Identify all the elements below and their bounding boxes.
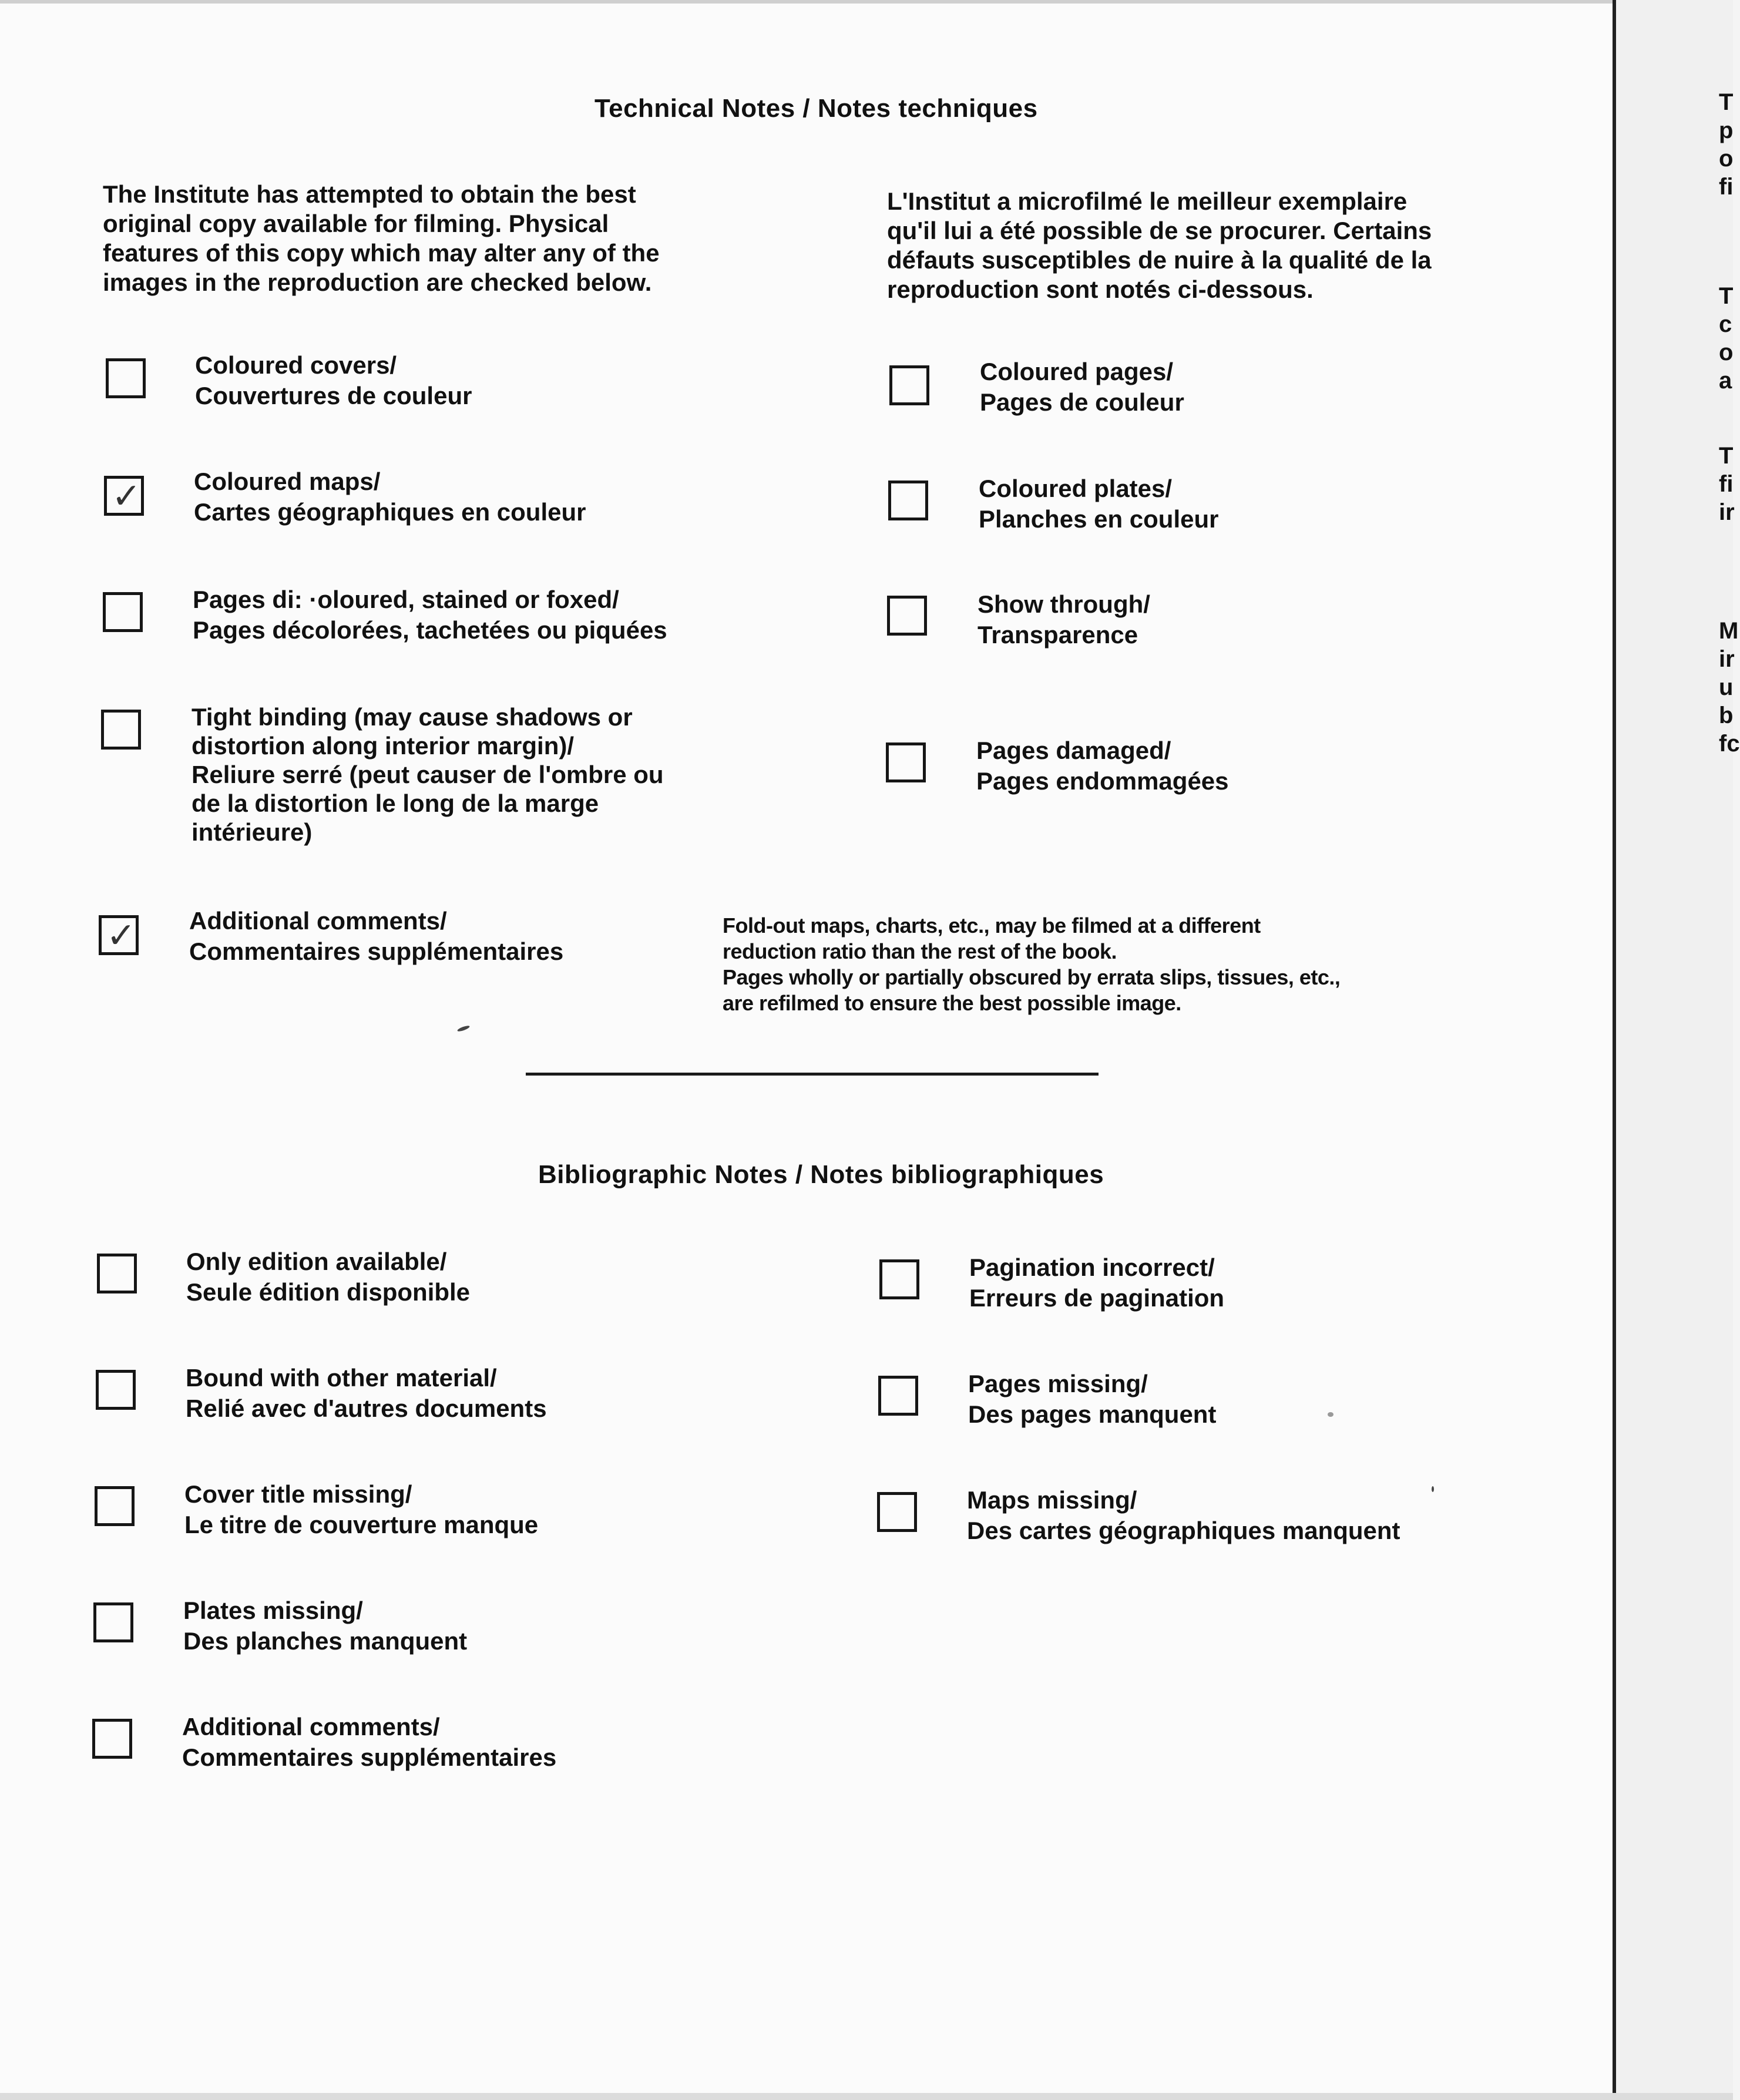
scan-speck [1328,1412,1333,1417]
intro-french-line: défauts susceptibles de nuire à la qualité de la [887,246,1432,274]
label-line: Relié avec d'autres documents [186,1395,547,1422]
adjacent-page-fragment: T [1719,283,1734,309]
label-line: Commentaires supplémentaires [189,938,564,965]
adjacent-page-fragment: o [1719,146,1734,172]
pages-damaged-label [976,735,1229,797]
label-line: Pages missing/ [968,1370,1148,1397]
pagination-incorrect-label [969,1252,1224,1313]
comment-line: reduction ratio than the rest of the book. [723,939,1117,963]
coloured-maps-label [194,466,586,527]
comment-line: Pages wholly or partially obscured by errata slips, tissues, etc., [723,965,1341,989]
label-line: de la distortion le long de la marge [192,789,599,817]
bound-with-label [186,1363,547,1424]
intro-english-line: features of this copy which may alter any of the [103,239,660,267]
adjacent-page [1616,0,1733,2100]
intro-french [887,187,1432,304]
label-line: Coloured pages/ [980,358,1174,385]
bibliographic-additional-comments-label [182,1712,556,1773]
only-edition-label [186,1246,470,1308]
intro-english [103,180,660,297]
pages-discoloured-checkbox[interactable] [103,592,143,632]
label-line: Des pages manquent [968,1400,1217,1428]
label-line: Pages décolorées, tachetées ou piquées [193,616,667,644]
only-edition-checkbox[interactable] [97,1254,137,1293]
comment-line: are refilmed to ensure the best possible image. [723,991,1181,1015]
coloured-maps-checkbox[interactable] [104,476,144,516]
adjacent-page-fragment: u [1719,674,1734,700]
label-line: Commentaires supplémentaires [182,1743,557,1771]
coloured-plates-checkbox[interactable] [888,481,928,520]
adjacent-page-fragment: p [1719,117,1734,143]
adjacent-page-fragment: T [1719,89,1734,115]
coloured-covers-label [195,350,472,411]
plates-missing-checkbox[interactable] [93,1602,133,1642]
label-line: Reliure serré (peut causer de l'ombre ou [192,761,664,788]
additional-comments-text [723,913,1340,1016]
label-line: Pages di: ·oloured, stained or foxed/ [193,586,619,613]
label-line: Plates missing/ [183,1597,363,1624]
bibliographic-notes-title: Bibliographic Notes / Notes bibliographiques [538,1160,1104,1189]
adjacent-page-fragment: ir [1719,499,1735,525]
adjacent-page-fragment: fi [1719,174,1734,200]
intro-french-line: L'Institut a microfilmé le meilleur exemplaire [887,187,1408,215]
label-line: distortion along interior margin)/ [192,732,574,760]
show-through-checkbox[interactable] [887,596,927,636]
pages-missing-checkbox[interactable] [878,1376,918,1416]
adjacent-page-fragment: T [1719,443,1734,469]
label-line: Coloured maps/ [194,468,381,495]
coloured-plates-label [979,473,1218,535]
label-line: Additional comments/ [182,1713,440,1741]
label-line: Pages de couleur [980,388,1184,416]
adjacent-page-fragment: ir [1719,646,1735,672]
label-line: Only edition available/ [186,1248,447,1275]
label-line: Erreurs de pagination [969,1284,1225,1312]
additional-comments-label [189,906,563,967]
plates-missing-label [183,1595,467,1657]
scan-speck [1432,1486,1434,1492]
coloured-covers-checkbox[interactable] [106,358,146,398]
pagination-incorrect-checkbox[interactable] [879,1259,919,1299]
bottom-edge [0,2093,1733,2100]
label-line: Pages damaged/ [976,737,1171,764]
cover-title-missing-checkbox[interactable] [95,1486,135,1526]
label-line: Coloured plates/ [979,475,1173,502]
intro-french-line: qu'il lui a été possible de se procurer. Certains [887,217,1432,244]
adjacent-page-fragment: c [1719,311,1732,337]
additional-comments-checkbox[interactable] [99,915,139,955]
label-line: Tight binding (may cause shadows or [192,703,633,731]
label-line: Transparence [978,621,1138,649]
bound-with-checkbox[interactable] [96,1370,136,1410]
cover-title-missing-label [184,1479,538,1540]
label-line: Coloured covers/ [195,351,397,379]
checkmark-icon: ✓ [112,476,142,517]
label-line: Additional comments/ [189,907,447,935]
adjacent-page-fragment: a [1719,368,1732,394]
pages-missing-label [968,1369,1216,1430]
intro-english-line: images in the reproduction are checked below. [103,268,652,296]
label-line: Bound with other material/ [186,1364,497,1392]
label-line: intérieure) [192,818,313,846]
section-divider [526,1073,1099,1076]
label-line: Des planches manquent [183,1627,468,1655]
tight-binding-checkbox[interactable] [101,710,141,750]
adjacent-page-fragment: fc [1719,731,1740,757]
adjacent-page-fragment: fi [1719,471,1734,497]
intro-english-line: The Institute has attempted to obtain the best [103,180,636,208]
adjacent-page-fragment: M [1719,618,1739,644]
tight-binding-label [192,703,664,846]
pages-damaged-checkbox[interactable] [886,742,926,782]
label-line: Seule édition disponible [186,1278,471,1306]
label-line: Des cartes géographiques manquent [967,1517,1400,1544]
coloured-pages-label [980,357,1184,418]
bibliographic-additional-comments-checkbox[interactable] [92,1719,132,1759]
intro-french-line: reproduction sont notés ci-dessous. [887,275,1314,303]
label-line: Planches en couleur [979,505,1219,533]
checkmark-icon: ✓ [106,915,136,956]
label-line: Pagination incorrect/ [969,1254,1215,1281]
label-line: Cartes géographiques en couleur [194,498,586,526]
pages-discoloured-label [193,584,667,646]
intro-english-line: original copy available for filming. Physical [103,210,609,237]
coloured-pages-checkbox[interactable] [889,365,929,405]
maps-missing-checkbox[interactable] [877,1492,917,1532]
label-line: Couvertures de couleur [195,382,472,409]
label-line: Pages endommagées [976,767,1229,795]
label-line: Le titre de couverture manque [184,1511,539,1538]
adjacent-page-fragment: o [1719,340,1734,365]
adjacent-page-fragment: b [1719,703,1734,728]
show-through-label [978,589,1150,650]
comment-line: Fold-out maps, charts, etc., may be filmed at a different [723,913,1261,938]
top-edge [0,0,1613,4]
label-line: Show through/ [978,590,1150,618]
label-line: Cover title missing/ [184,1480,412,1508]
label-line: Maps missing/ [967,1486,1137,1514]
technical-notes-title: Technical Notes / Notes techniques [594,94,1038,123]
maps-missing-label [967,1485,1400,1546]
